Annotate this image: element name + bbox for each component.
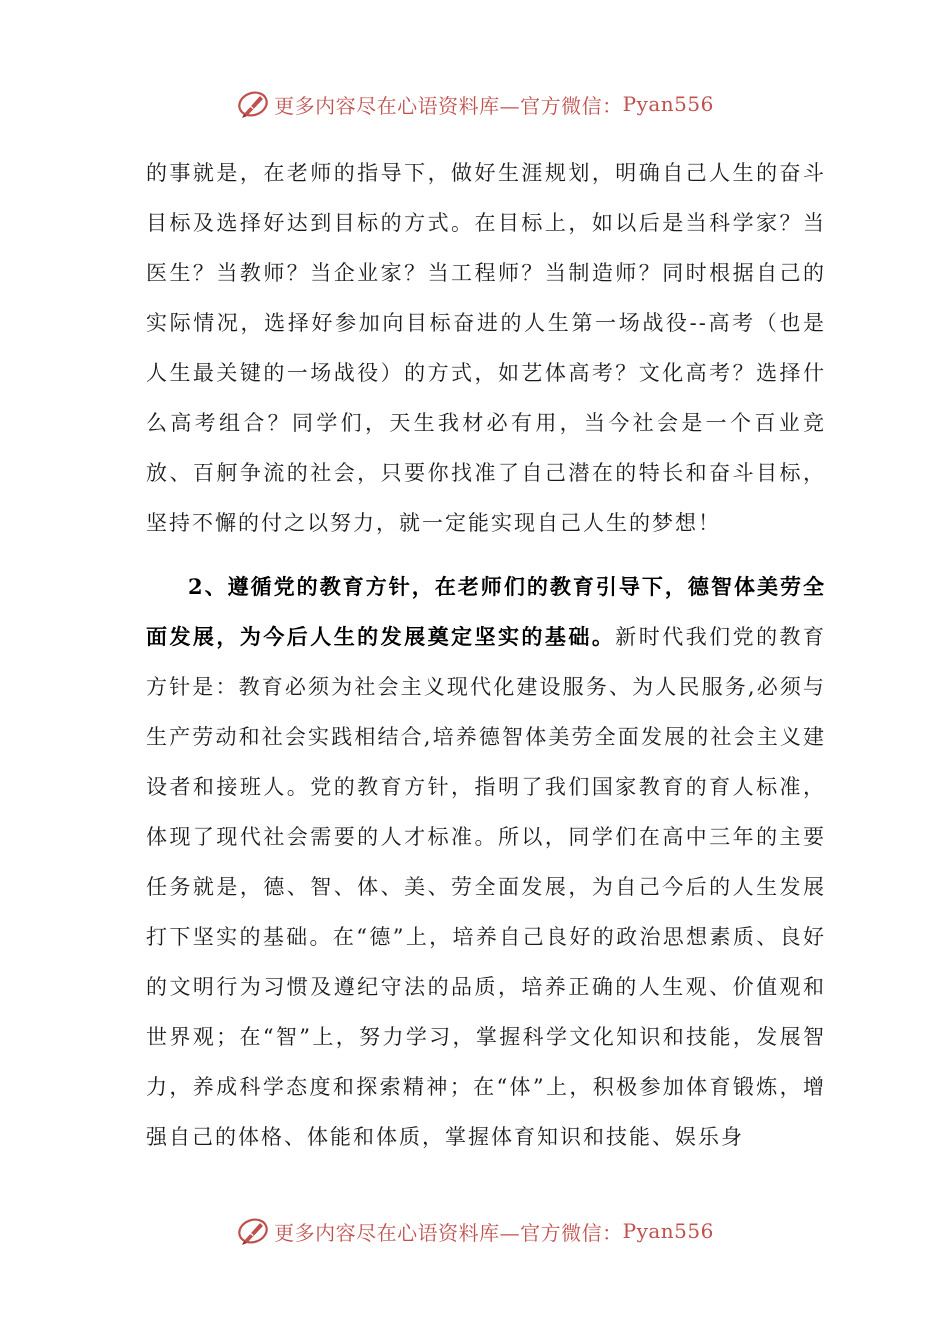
pen-logo-icon — [236, 87, 270, 121]
paragraph-1: 的事就是，在老师的指导下，做好生涯规划，明确自己人生的奋斗目标及选择好达到目标的方式。在目标上，如以后是当科学家？当医生？当教师？当企业家？当工程师？当制造师？同时根据自己的实际情况，选择好参加向目标奋进的人生第一场战役--高考（也是人生最关键的一场战役）的方式，如艺体高考？文化高考？选择什么高考组合？同学们，天生我材必有用，当今社会是一个百业竞放、百舸争流的社会，只要你找准了自己潜在的特长和奋斗目标，坚持不懈的付之以努力，就一定能实现自己人生的梦想！ — [146, 161, 826, 535]
header-wechat-id: Pyan556 — [622, 92, 714, 116]
header-wechat-label: 官方微信： — [520, 93, 623, 118]
footer-site-text: 更多内容尽在心语资料库— — [274, 1220, 521, 1245]
paragraph-2-text: 新时代我们党的教育方针是：教育必须为社会主义现代化建设服务、为人民服务,必须与生产劳动和社会实践相结合,培养德智体美劳全面发展的社会主义建设者和接班人。党的教育方针，指明了我们国家教育的育人标准，体现了现代社会需要的人才标准。所以，同学们在高中三年的主要任务就是，德、智、体、美、劳全面发展，为自己今后的人生发展打下坚实的基础。在“德”上，培养自己良好的政治思想素质、良好的文明行为习惯及遵纪守法的品质，培养正确的人生观、价值观和世界观；在“智”上，努力学习，掌握科学文化知识和技能，发展智力，养成科学态度和探索精神；在“体”上，积极参加体育锻炼，增强自己的体格、体能和体质，掌握体育知识和技能、娱乐身 — [146, 625, 827, 1149]
header-banner — [0, 84, 950, 124]
footer-wechat-id: Pyan556 — [622, 1219, 714, 1243]
footer-wechat-label: 官方微信： — [520, 1220, 623, 1245]
header-site-text: 更多内容尽在心语资料库— — [274, 93, 521, 118]
paragraph-2 — [146, 562, 826, 1162]
document-body — [146, 148, 826, 1162]
footer-banner — [0, 1211, 950, 1251]
paragraph-2-heading: 2、遵循党的教育方针，在老师们的教育引导下，德智体美劳全面发展，为今后人生的发展奠定坚实的基础。 — [146, 574, 826, 649]
pen-logo-icon — [236, 1214, 270, 1248]
